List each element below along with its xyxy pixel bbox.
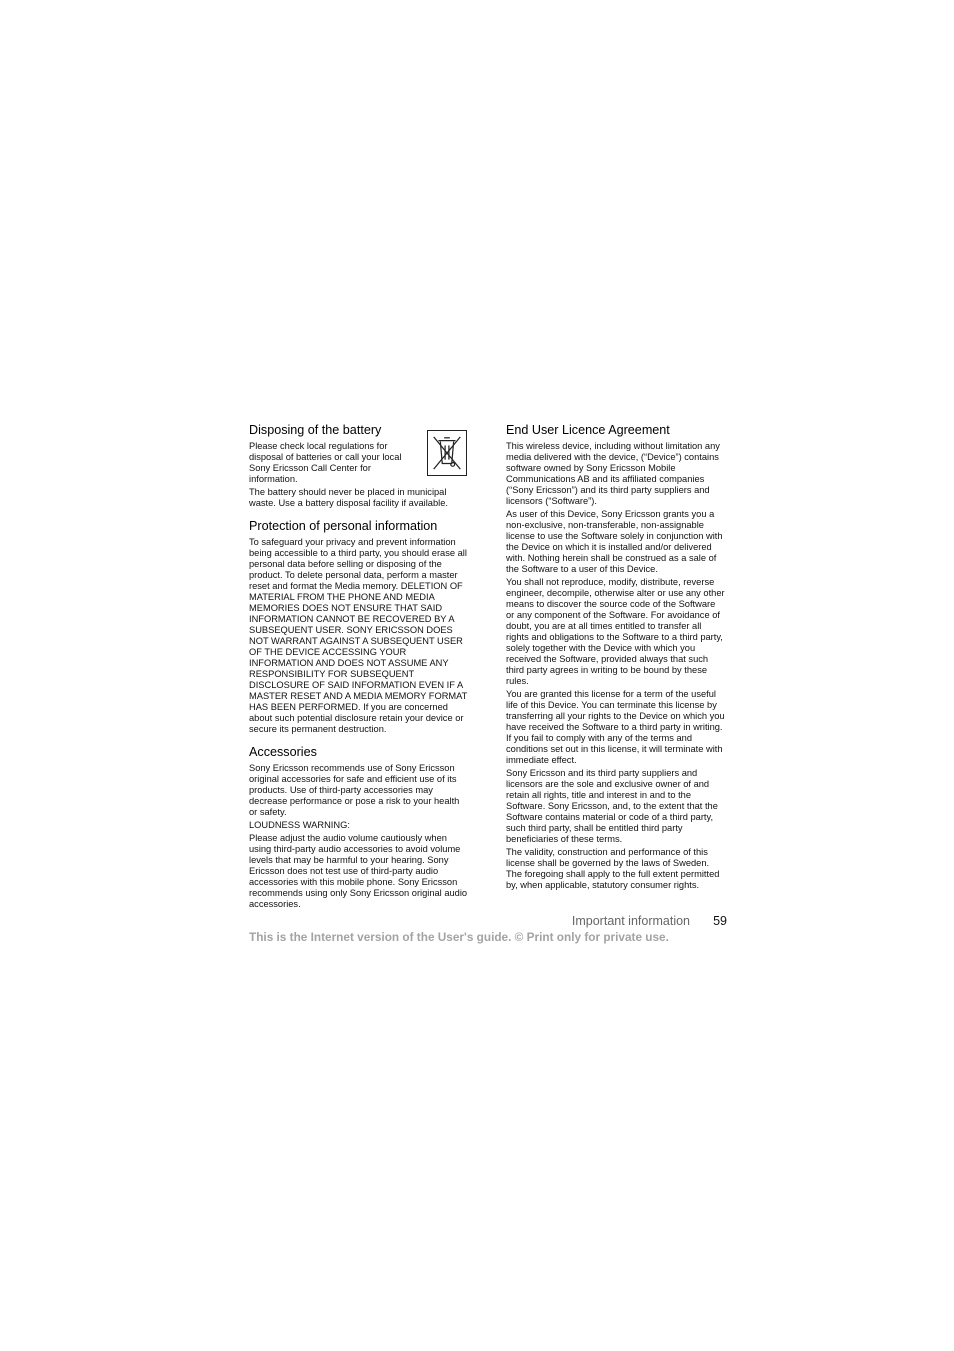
accessories-text-2: Please adjust the audio volume cautiously when using third-party audio accessories to avoid volume levels that may be harmful to your hearing. Sony Ericsson does not test use of third-party audio accessories with this mobile phone. Sony Ericsson recommends using only Sony Ericsson original audio accessories. bbox=[249, 833, 468, 909]
battery-text-2: The battery should never be placed in municipal waste. Use a battery disposal facility if available. bbox=[249, 487, 448, 508]
eula-section bbox=[506, 422, 726, 891]
battery-section bbox=[249, 422, 469, 509]
left-column bbox=[249, 422, 469, 919]
privacy-section bbox=[249, 518, 469, 735]
internet-version-disclaimer: This is the Internet version of the User's guide. © Print only for private use. bbox=[249, 930, 669, 944]
right-column bbox=[506, 422, 726, 900]
privacy-text: To safeguard your privacy and prevent information being accessible to a third party, you should erase all personal data before selling or disposing of the product. To delete personal data, perform a master reset and format the Media memory. DELETION OF MATERIAL FROM THE PHONE AND MEDIA MEMORIES DOES NOT ENSURE THAT SAID INFORMATION CANNOT BE RECOVERED BY A SUBSEQUENT USER. SONY ERICSSON DOES NOT WARRANT AGAINST A SUBSEQUENT USER OF THE DEVICE ACCESSING YOUR INFORMATION AND DOES NOT ASSUME ANY RESPONSIBILITY FOR SUBSEQUENT DISCLOSURE OF SAID INFORMATION EVEN IF A MASTER RESET AND A MEDIA MEMORY FORMAT HAS BEEN PERFORMED. If you are concerned about such potential disclosure retain your device or secure its permanent destruction. bbox=[249, 537, 468, 734]
eula-text-6: The validity, construction and performance of this license shall be governed by the laws of Sweden. The foregoing shall apply to the full extent permitted by, when applicable, statutory consumer rights. bbox=[506, 847, 720, 890]
accessories-text-1: Sony Ericsson recommends use of Sony Ericsson original accessories for safe and efficient use of its products. Use of third-party accessories may decrease performance or pose a risk to your health or safety. bbox=[249, 763, 460, 817]
crossed-out-wheelie-bin-icon bbox=[427, 430, 467, 476]
privacy-heading: Protection of personal information bbox=[249, 519, 438, 533]
eula-text-5: Sony Ericsson and its third party suppliers and licensors are the sole and exclusive owner of and retain all rights, title and interest in and to the Software. Sony Ericsson, and, to the extent that the Software contains material or code of a third party, such third party, shall be entitled third party beneficiaries of these terms. bbox=[506, 768, 718, 844]
battery-text-1: Please check local regulations for disposal of batteries or call your local Sony Ericsson Call Center for information. bbox=[249, 441, 402, 484]
eula-text-4: You are granted this license for a term of the useful life of this Device. You can terminate this license by transferring all your rights to the Device on which you have received the Software to a third party in writing. If you fail to comply with any of the terms and conditions set out in this license, it will terminate with immediate effect. bbox=[506, 689, 725, 765]
eula-heading: End User Licence Agreement bbox=[506, 423, 670, 437]
page-number: 59 bbox=[713, 914, 727, 928]
accessories-heading: Accessories bbox=[249, 745, 317, 759]
eula-text-1: This wireless device, including without limitation any media delivered with the device, (“Device”) contains software owned by Sony Ericsson Mobile Communications AB and its affiliated companies (“Sony Ericsson”) and its third party suppliers and licensors (“Software”). bbox=[506, 441, 720, 506]
footer-section-title: Important information bbox=[571, 914, 690, 928]
accessories-section bbox=[249, 744, 469, 910]
battery-heading: Disposing of the battery bbox=[249, 423, 382, 437]
eula-text-3: You shall not reproduce, modify, distribute, reverse engineer, decompile, otherwise alter or use any other means to discover the source code of the Software or any component of the Software. For avoidance of doubt, you are at all times entitled to transfer all rights and obligations to the Software to a third party, solely together with the Device with which you received the Software, provided always that such third party agrees in writing to be bound by these rules. bbox=[506, 577, 725, 686]
page-footer bbox=[249, 912, 727, 930]
loudness-warning-label: LOUDNESS WARNING: bbox=[249, 820, 350, 830]
eula-text-2: As user of this Device, Sony Ericsson grants you a non-exclusive, non-transferable, non-assignable license to use the Software solely in conjunction with the Device on which it is installed and/or delivered with. Nothing herein shall be construed as a sale of the Software to a user of this Device. bbox=[506, 509, 723, 574]
